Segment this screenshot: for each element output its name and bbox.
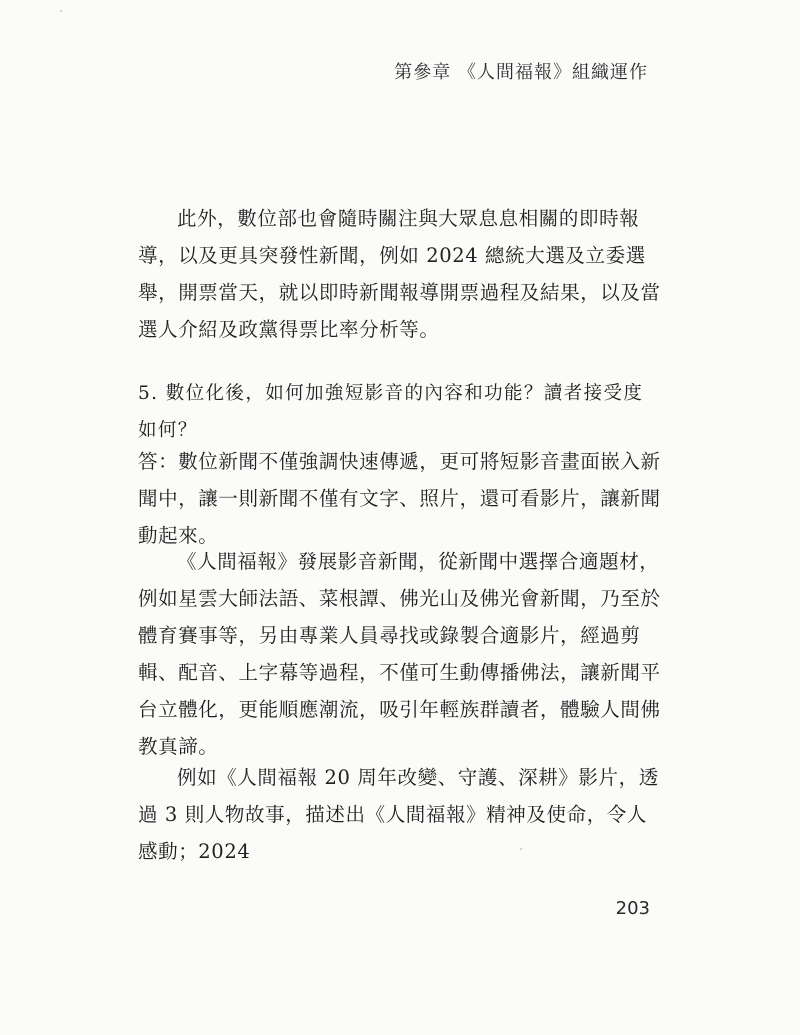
paragraph-video-news <box>138 543 662 765</box>
answer-text: 答：數位新聞不僅強調快速傳遞，更可將短影音畫面嵌入新聞中，讓一則新聞不僅有文字、照片，還可看影片，讓新聞動起來。 <box>138 450 661 547</box>
paragraph-digital-news <box>138 200 662 348</box>
answer-paragraph <box>138 443 662 554</box>
question-text: 5. 數位化後，如何加強短影音的內容和功能？讀者接受度如何？ <box>138 383 644 441</box>
paragraph-text: 此外，數位部也會隨時關注與大眾息息相關的即時報導，以及更具突發性新聞，例如 2024 總統大選及立委選舉，開票當天，就以即時新聞報導開票過程及結果，以及當選人介紹及政黨得票比率分析等。 <box>138 207 661 341</box>
scan-speck <box>60 10 62 12</box>
paragraph-text: 例如《人間福報 20 周年改變、守護、深耕》影片，透過 3 則人物故事，描述出《人間福報》精神及使命，令人感動；2024 <box>138 766 659 863</box>
page-number: 203 <box>615 898 650 919</box>
running-header: 第參章 《人間福報》組織運作 <box>394 62 648 83</box>
scan-speck <box>520 848 522 850</box>
paragraph-example <box>138 759 662 870</box>
paragraph-text: 《人間福報》發展影音新聞，從新聞中選擇合適題材，例如星雲大師法語、菜根譚、佛光山及佛光會新聞，乃至於體育賽事等，另由專業人員尋找或錄製合適影片，經過剪輯、配音、上字幕等過程，不僅可生動傳播佛法，讓新聞平台立體化，更能順應潮流，吸引年輕族群讀者，體驗人間佛教真諦。 <box>138 550 661 758</box>
question-heading <box>138 375 662 449</box>
